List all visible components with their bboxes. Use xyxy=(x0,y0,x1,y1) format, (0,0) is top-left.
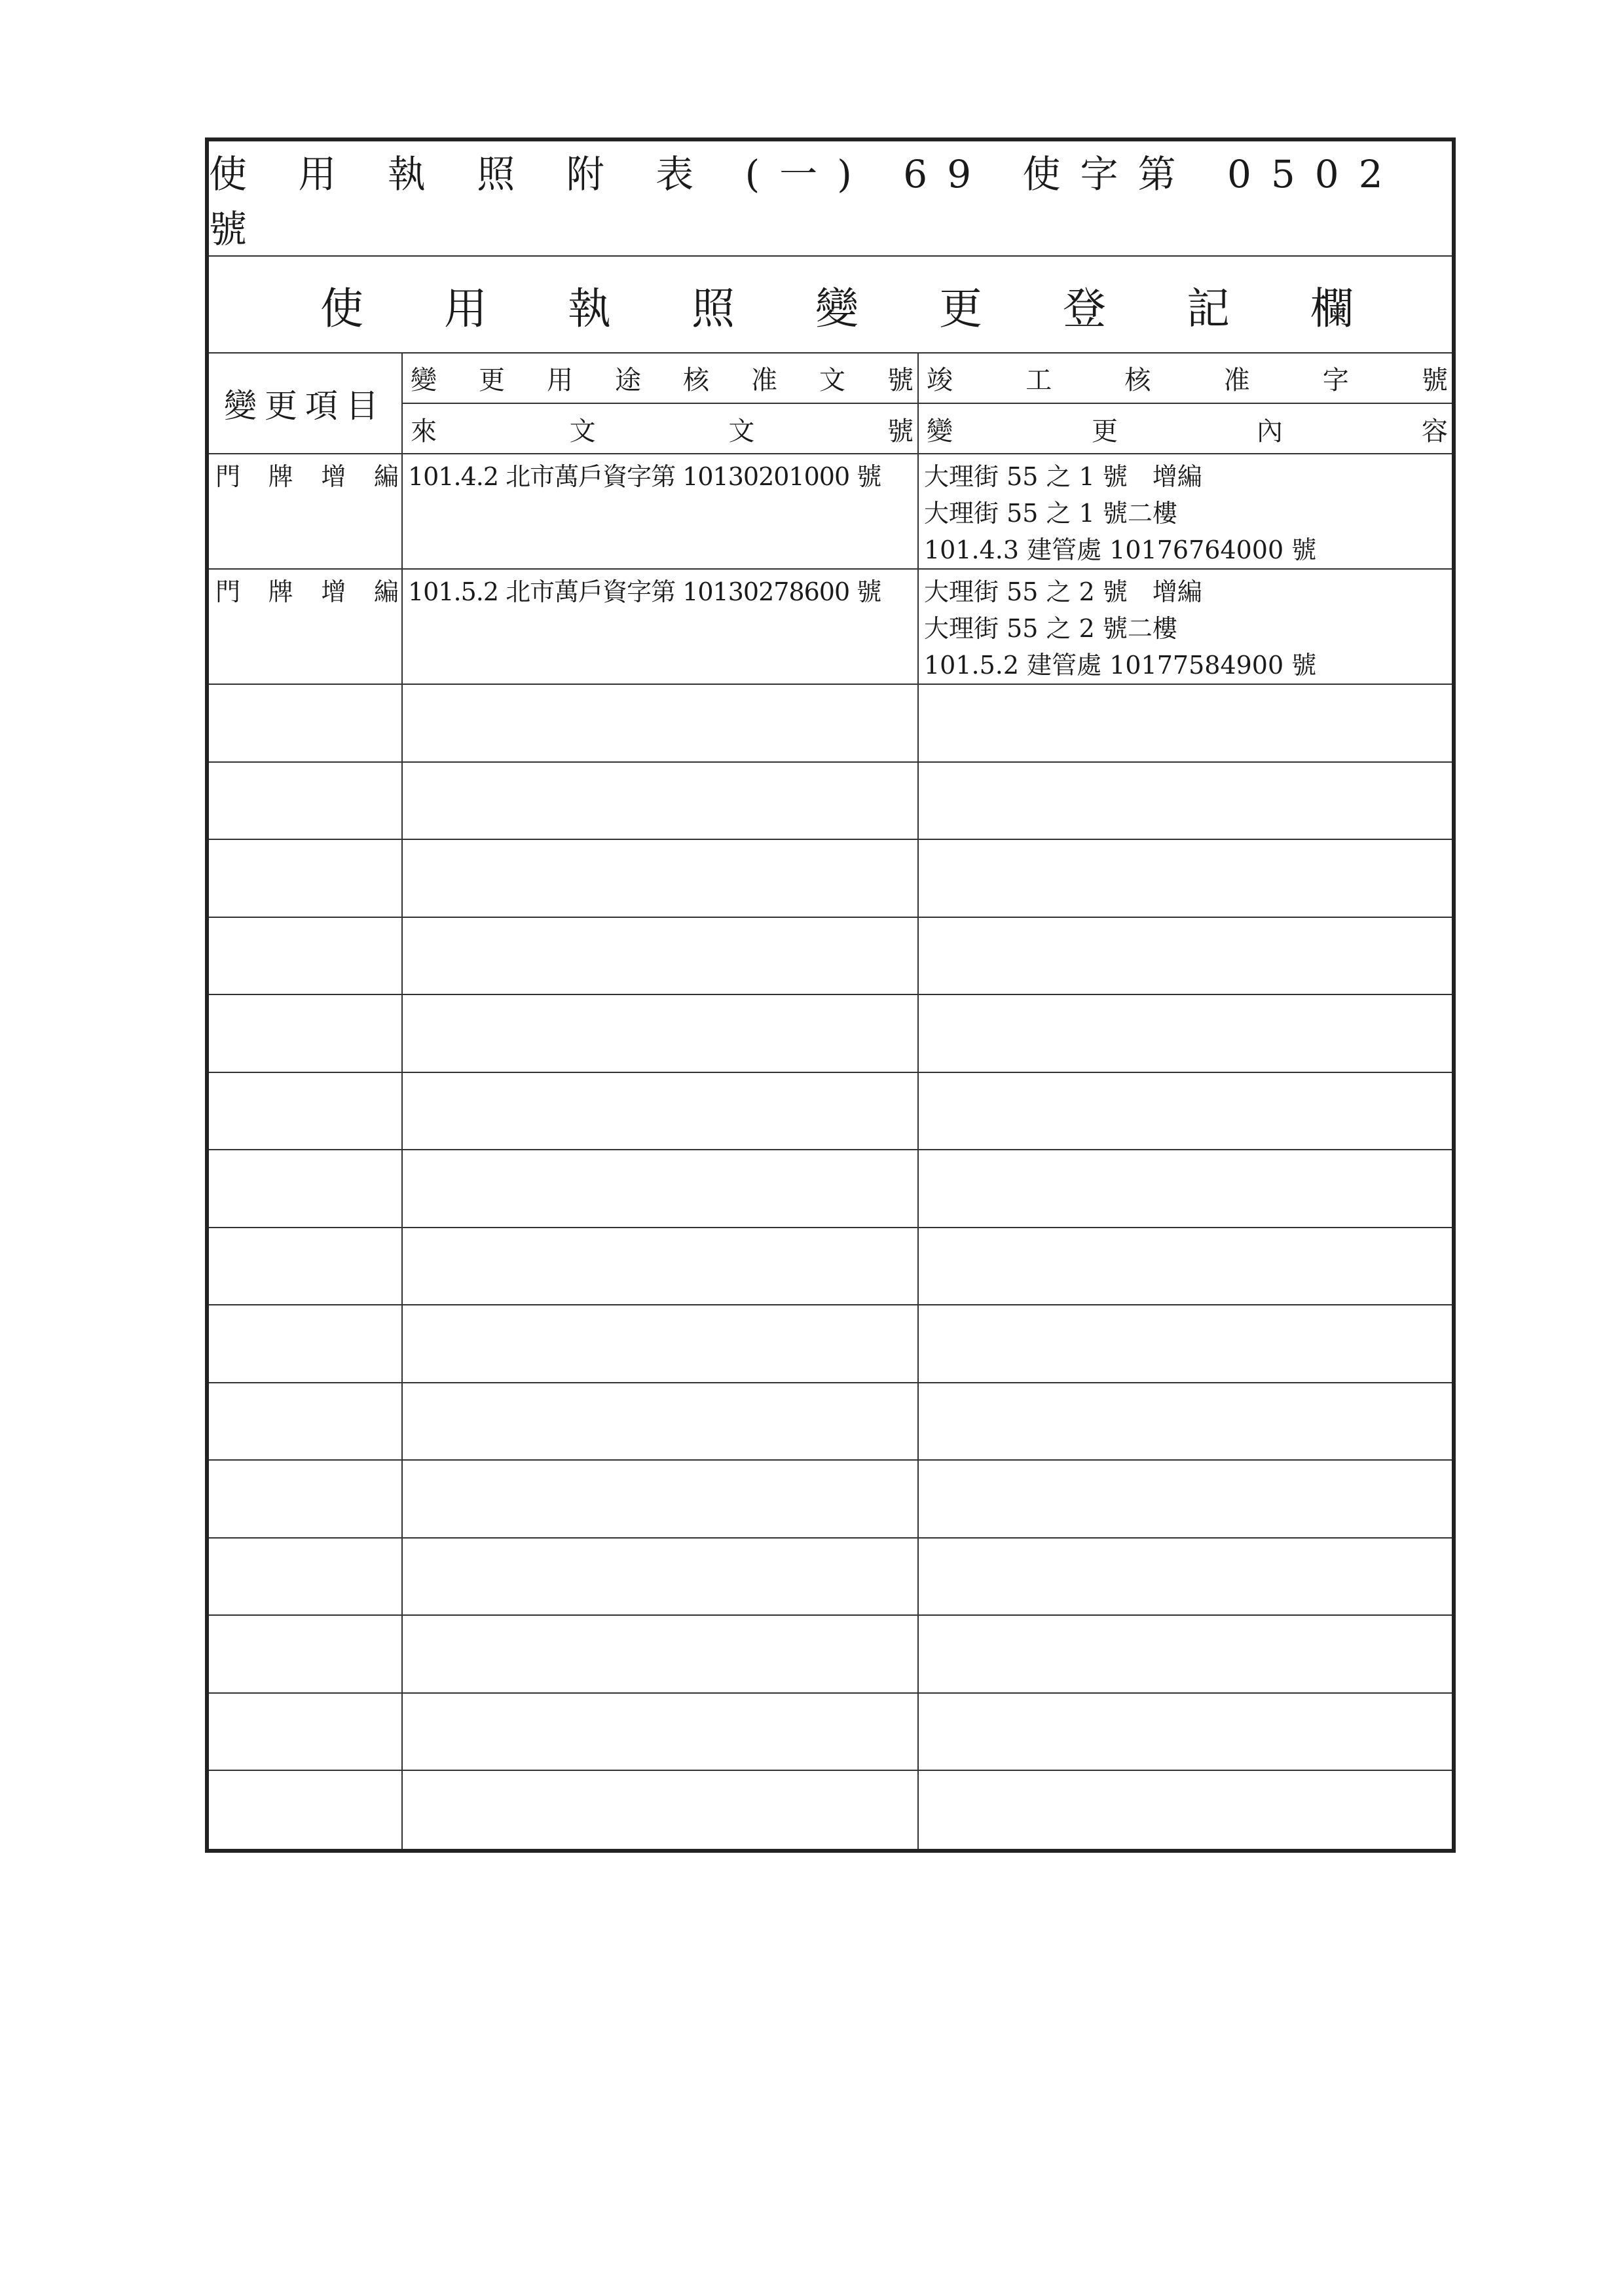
empty-table-row xyxy=(209,1073,1452,1151)
content-line: 大理街 55 之 2 號 增編 xyxy=(924,577,1202,606)
empty-cell xyxy=(209,763,403,839)
header-change-details: 變 更 內 容 xyxy=(927,416,1448,446)
header-change-content xyxy=(919,354,1452,454)
empty-table-row xyxy=(209,1150,1452,1228)
empty-cell xyxy=(209,1305,403,1382)
table-subtitle: 使 用 執 照 變 更 登 記 欄 xyxy=(209,257,1452,354)
empty-cell xyxy=(919,840,1452,917)
empty-cell xyxy=(403,1383,919,1460)
empty-cell xyxy=(403,995,919,1072)
empty-cell xyxy=(209,1694,403,1770)
content-line: 大理街 55 之 1 號 增編 xyxy=(924,462,1202,491)
empty-cell xyxy=(919,763,1452,839)
empty-cell xyxy=(919,1694,1452,1770)
content-line: 101.5.2 建管處 10177584900 號 xyxy=(924,651,1317,680)
empty-cell xyxy=(403,763,919,839)
empty-cell xyxy=(919,1228,1452,1305)
empty-cell xyxy=(403,1305,919,1382)
empty-table-row xyxy=(209,1616,1452,1694)
empty-table-row xyxy=(209,995,1452,1073)
empty-cell xyxy=(209,840,403,917)
empty-cell xyxy=(209,1771,403,1849)
empty-table-row xyxy=(209,1461,1452,1539)
empty-cell xyxy=(209,685,403,761)
empty-cell xyxy=(209,1228,403,1305)
empty-cell xyxy=(919,995,1452,1072)
table-row xyxy=(209,454,1452,570)
table-row xyxy=(209,570,1452,685)
empty-cell xyxy=(919,1150,1452,1227)
empty-table-row xyxy=(209,1771,1452,1849)
empty-table-row xyxy=(209,1305,1452,1383)
change-item-cell: 門 牌 增 編 xyxy=(209,570,403,683)
empty-cell xyxy=(403,1150,919,1227)
empty-cell xyxy=(403,918,919,994)
change-item-cell: 門 牌 增 編 xyxy=(209,454,403,568)
empty-cell xyxy=(403,1771,919,1849)
empty-cell xyxy=(209,995,403,1072)
empty-cell xyxy=(919,1616,1452,1692)
empty-table-row xyxy=(209,763,1452,841)
header-document-number xyxy=(403,354,919,454)
empty-cell xyxy=(919,685,1452,761)
empty-table-row xyxy=(209,685,1452,763)
empty-cell xyxy=(403,1539,919,1615)
empty-table-row xyxy=(209,918,1452,996)
empty-cell xyxy=(209,918,403,994)
header-change-item: 變更項目 xyxy=(209,354,403,454)
change-content-cell xyxy=(919,570,1452,683)
empty-cell xyxy=(919,1383,1452,1460)
document-title: 使 用 執 照 附 表 (一) 69 使字第 0502 號 xyxy=(209,141,1452,257)
content-line: 大理街 55 之 2 號二樓 xyxy=(924,614,1177,643)
doc-number-cell: 101.5.2 北市萬戶資字第 10130278600 號 xyxy=(403,570,919,683)
empty-table-row xyxy=(209,1228,1452,1306)
header-approval-doc-no: 變 更 用 途 核 准 文 號 xyxy=(403,354,917,404)
empty-cell xyxy=(403,1073,919,1150)
empty-cell xyxy=(919,1305,1452,1382)
header-completion-no: 竣 工 核 准 字 號 xyxy=(919,354,1452,404)
empty-cell xyxy=(403,1461,919,1537)
empty-cell xyxy=(919,1771,1452,1849)
header-incoming-doc-no: 來 文 文 號 xyxy=(411,416,913,446)
empty-cell xyxy=(209,1461,403,1537)
content-line: 101.4.3 建管處 10176764000 號 xyxy=(924,536,1317,564)
empty-cell xyxy=(919,1073,1452,1150)
empty-table-row xyxy=(209,1539,1452,1616)
empty-cell xyxy=(403,1694,919,1770)
empty-cell xyxy=(919,918,1452,994)
empty-cell xyxy=(403,1228,919,1305)
empty-cell xyxy=(403,685,919,761)
empty-cell xyxy=(403,840,919,917)
content-line: 大理街 55 之 1 號二樓 xyxy=(924,499,1177,528)
license-table xyxy=(205,137,1456,1853)
empty-table-row xyxy=(209,1383,1452,1461)
doc-number-cell: 101.4.2 北市萬戶資字第 10130201000 號 xyxy=(403,454,919,568)
empty-table-row xyxy=(209,1694,1452,1772)
empty-cell xyxy=(209,1073,403,1150)
empty-cell xyxy=(209,1539,403,1615)
empty-cell xyxy=(209,1150,403,1227)
empty-cell xyxy=(919,1461,1452,1537)
empty-cell xyxy=(209,1616,403,1692)
empty-cell xyxy=(919,1539,1452,1615)
empty-cell xyxy=(403,1616,919,1692)
empty-cell xyxy=(209,1383,403,1460)
change-content-cell xyxy=(919,454,1452,568)
empty-table-row xyxy=(209,840,1452,918)
